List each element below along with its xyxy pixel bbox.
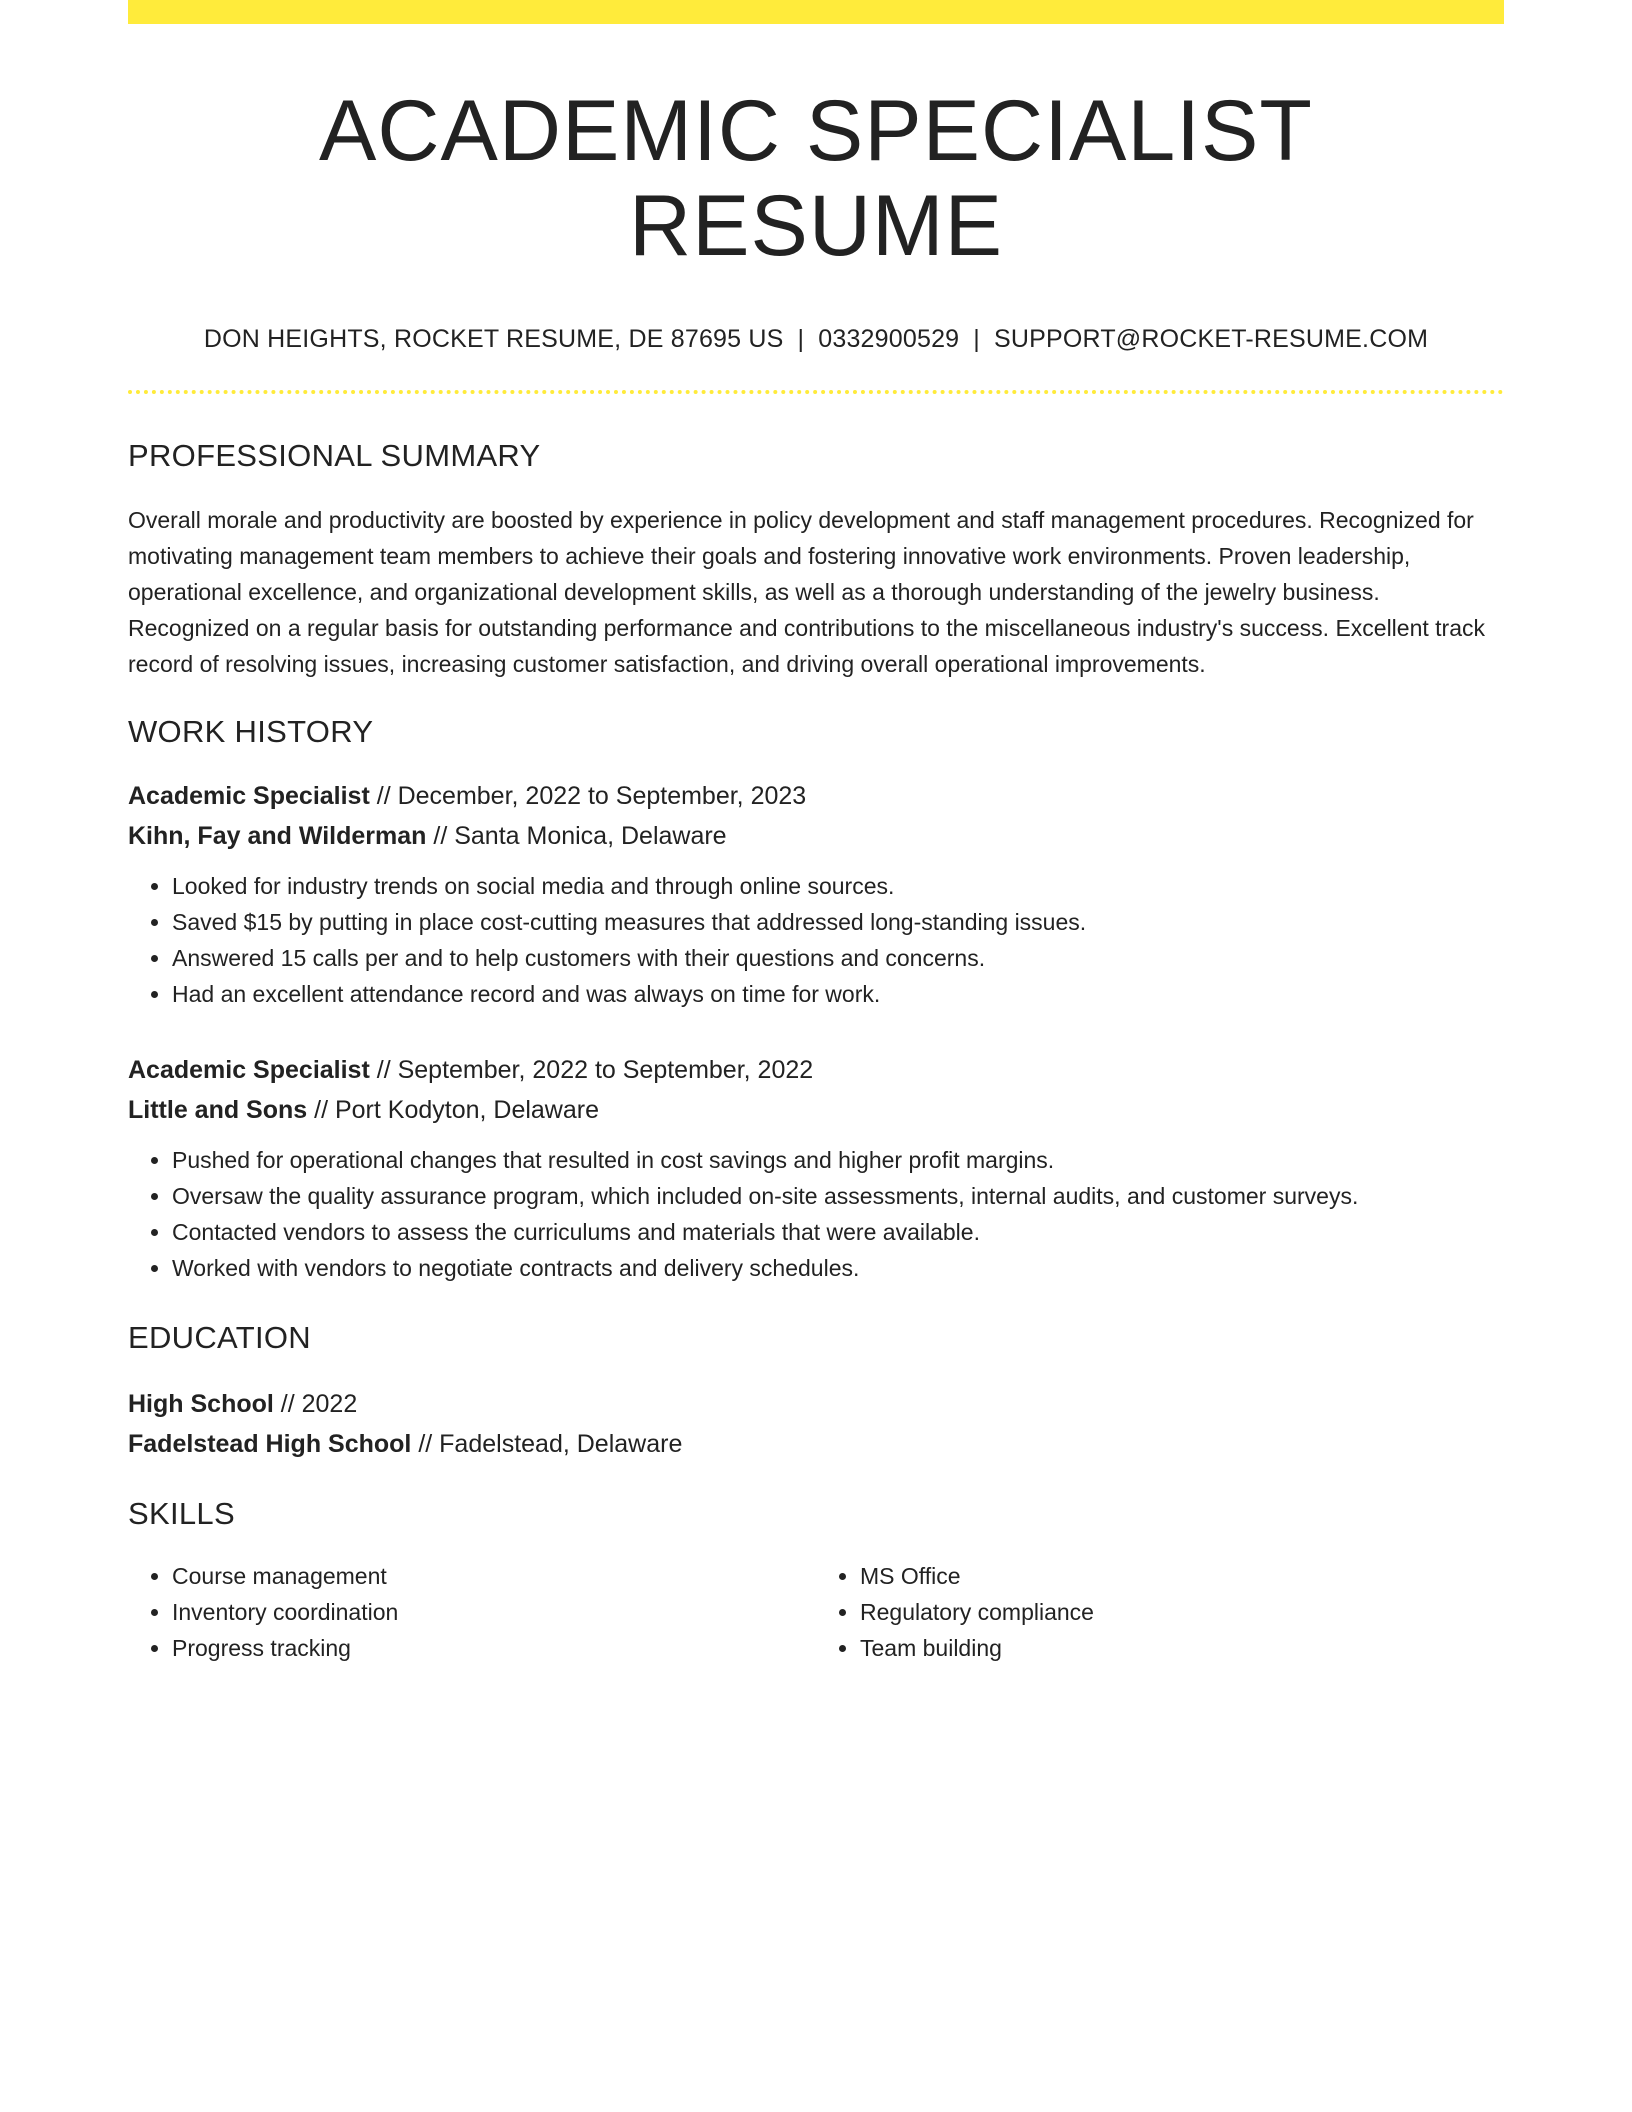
resume-page	[128, 0, 1504, 1666]
job-title-line	[128, 776, 1504, 816]
skill-item: • Team building	[860, 1630, 1504, 1666]
education-heading: EDUCATION	[128, 1320, 311, 1356]
job-company: Kihn, Fay and Wilderman	[128, 822, 427, 851]
job-title-line	[128, 1050, 1504, 1090]
skills-column-left	[128, 1558, 816, 1666]
skill-item: • Inventory coordination	[172, 1594, 816, 1630]
job-company: Little and Sons	[128, 1096, 308, 1125]
job-dates: // December, 2022 to September, 2023	[369, 782, 807, 811]
dotted-divider	[128, 390, 1504, 394]
job-title: Academic Specialist	[128, 782, 370, 811]
list-item: • Worked with vendors to negotiate contracts and delivery schedules.	[172, 1250, 1504, 1286]
job-bullets	[128, 1142, 1504, 1286]
skills-grid	[128, 1558, 1504, 1666]
resume-title: ACADEMIC SPECIALIST RESUME	[319, 83, 1313, 274]
education-location: // Fadelstead, Delaware	[411, 1430, 683, 1459]
job-bullets	[128, 868, 1504, 1012]
list-item: • Looked for industry trends on social media and through online sources.	[172, 868, 1504, 904]
list-item: • Pushed for operational changes that resulted in cost savings and higher profit margins.	[172, 1142, 1504, 1178]
list-item: • Had an excellent attendance record and was always on time for work.	[172, 976, 1504, 1012]
job-dates: // September, 2022 to September, 2022	[369, 1056, 814, 1085]
contact-separator: |	[973, 325, 980, 354]
list-item: • Contacted vendors to assess the curriculums and materials that were available.	[172, 1214, 1504, 1250]
list-item: • Saved $15 by putting in place cost-cutting measures that addressed long-standing issues.	[172, 904, 1504, 940]
education-degree: High School	[128, 1390, 274, 1419]
summary-heading: PROFESSIONAL SUMMARY	[128, 438, 541, 474]
contact-address: DON HEIGHTS, ROCKET RESUME, DE 87695 US	[203, 325, 784, 354]
contact-phone: 0332900529	[818, 325, 960, 354]
skills-heading: SKILLS	[128, 1496, 235, 1532]
job-location: // Santa Monica, Delaware	[426, 822, 727, 851]
job-company-line	[128, 1090, 1504, 1130]
contact-line	[128, 325, 1504, 354]
list-item: • Answered 15 calls per and to help customers with their questions and concerns.	[172, 940, 1504, 976]
list-item: • Oversaw the quality assurance program, which included on-site assessments, internal audits, and customer surveys.	[172, 1178, 1504, 1214]
education-school-line	[128, 1424, 1504, 1464]
skill-item: • Course management	[172, 1558, 816, 1594]
job-company-line	[128, 816, 1504, 856]
skill-item: • Regulatory compliance	[860, 1594, 1504, 1630]
education-degree-line	[128, 1384, 1504, 1424]
education-year: // 2022	[273, 1390, 358, 1419]
job-title: Academic Specialist	[128, 1056, 370, 1085]
contact-email: SUPPORT@ROCKET-RESUME.COM	[994, 325, 1429, 354]
top-accent-bar	[128, 0, 1504, 24]
skills-list-left	[128, 1558, 816, 1666]
skill-item: • MS Office	[860, 1558, 1504, 1594]
skills-column-right	[816, 1558, 1504, 1666]
skill-item: • Progress tracking	[172, 1630, 816, 1666]
skills-list-right	[816, 1558, 1504, 1666]
job-location: // Port Kodyton, Delaware	[307, 1096, 599, 1125]
education-school: Fadelstead High School	[128, 1430, 412, 1459]
summary-text: Overall morale and productivity are boosted by experience in policy development and staff management procedures. Recognized for motivating management team members to achieve their goals and fostering innovative work environments. Proven leadership, operational excellence, and organizational development skills, as well as a thorough understanding of the jewelry business. Recognized on a regular basis for outstanding performance and contributions to the miscellaneous industry's success. Excellent track record of resolving issues, increasing customer satisfaction, and driving overall operational improvements.	[128, 507, 1485, 678]
work-history-heading: WORK HISTORY	[128, 714, 374, 750]
contact-separator: |	[797, 325, 805, 354]
